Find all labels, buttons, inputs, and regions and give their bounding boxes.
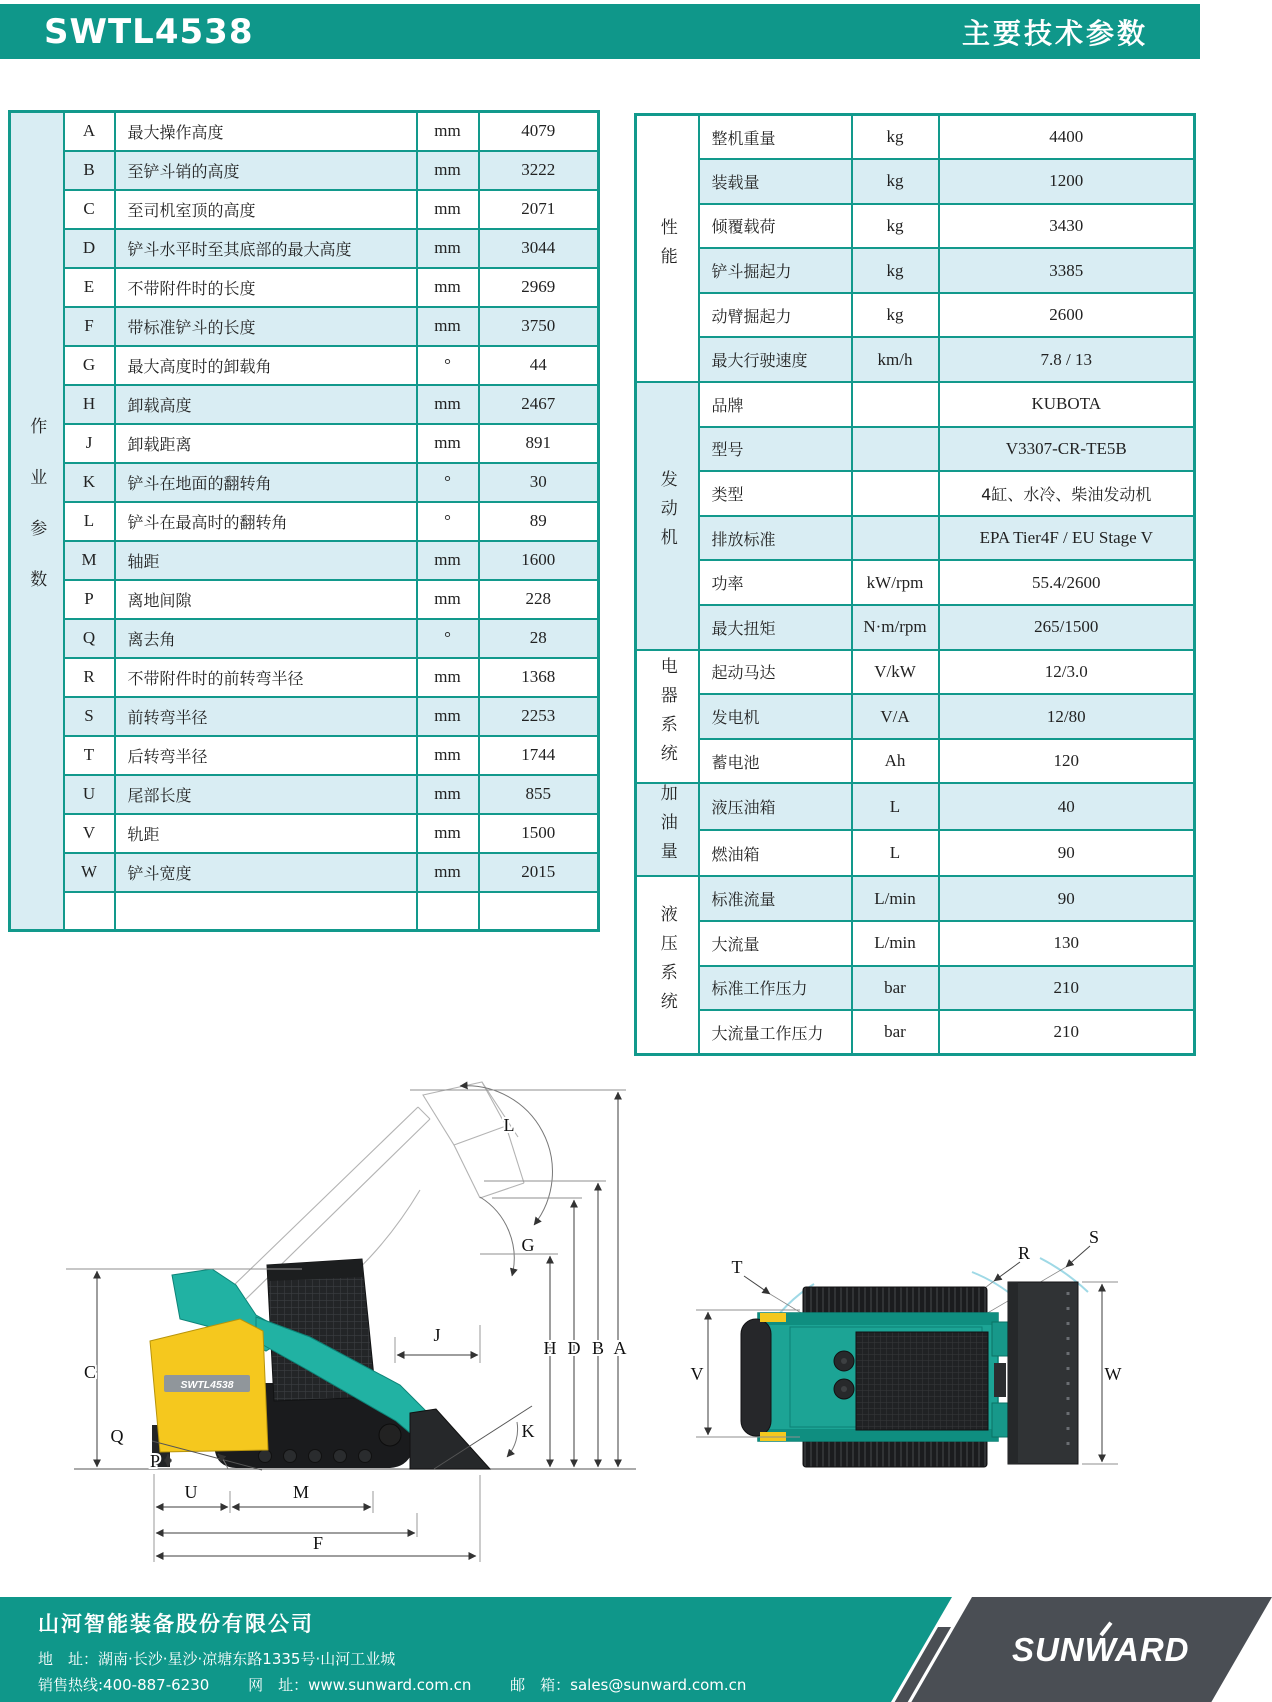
angle-arc-K	[507, 1422, 518, 1457]
spec-value: 3385	[939, 248, 1195, 293]
spec-unit: V/kW	[852, 650, 939, 695]
spec-name: 轨距	[115, 814, 417, 853]
spec-key: L	[64, 502, 115, 541]
section-label-electrical: 电器系统	[636, 650, 699, 784]
spec-name: 发电机	[699, 694, 852, 739]
spec-unit: V/A	[852, 694, 939, 739]
spec-unit: N·m/rpm	[852, 605, 939, 650]
spec-name: 铲斗在地面的翻转角	[115, 463, 417, 502]
spec-value: 2969	[479, 268, 599, 307]
coupler-plate-bottom	[992, 1403, 1008, 1437]
dim-label-s: S	[1088, 1227, 1100, 1247]
spec-value: 12/80	[939, 694, 1195, 739]
spec-value: 40	[939, 783, 1195, 830]
spec-name: 功率	[699, 560, 852, 605]
spec-unit: mm	[417, 112, 479, 151]
top-view-diagram	[640, 1120, 1122, 1470]
machine-side	[150, 1259, 490, 1469]
spec-unit: L	[852, 783, 939, 830]
chassis-rail-bottom	[758, 1429, 998, 1441]
dim-label-d: D	[567, 1338, 581, 1358]
dim-label-f: F	[312, 1533, 324, 1553]
side-view-diagram	[60, 985, 650, 1562]
spec-value: V3307-CR-TE5B	[939, 427, 1195, 472]
spec-unit: mm	[417, 151, 479, 190]
bucket-ground	[410, 1409, 490, 1469]
spec-unit: mm	[417, 307, 479, 346]
spec-unit: mm	[417, 580, 479, 619]
spec-unit: °	[417, 502, 479, 541]
cab-roof	[856, 1332, 988, 1430]
chassis-rail-top	[758, 1313, 998, 1325]
spec-unit: mm	[417, 385, 479, 424]
spec-name: 离地间隙	[115, 580, 417, 619]
brand-logo	[1012, 1597, 1190, 1702]
spec-unit: mm	[417, 424, 479, 463]
spec-name: 轴距	[115, 541, 417, 580]
spec-value: 210	[939, 966, 1195, 1011]
spec-unit: kg	[852, 293, 939, 338]
coupler-center	[994, 1363, 1006, 1397]
spec-unit: mm	[417, 697, 479, 736]
dim-label-r: R	[1017, 1243, 1031, 1263]
dim-label-p: P	[149, 1451, 161, 1471]
spec-name: 尾部长度	[115, 775, 417, 814]
spec-key: T	[64, 736, 115, 775]
section-label-operating: 作业参数	[10, 112, 64, 931]
spec-unit: mm	[417, 658, 479, 697]
spec-key: R	[64, 658, 115, 697]
spec-value: 4400	[939, 115, 1195, 160]
dim-label-u: U	[184, 1482, 198, 1502]
spec-key: D	[64, 229, 115, 268]
spec-value: 3222	[479, 151, 599, 190]
spec-unit	[417, 892, 479, 931]
spec-value: EPA Tier4F / EU Stage V	[939, 516, 1195, 561]
spec-name: 大流量工作压力	[699, 1010, 852, 1055]
spec-name: 后转弯半径	[115, 736, 417, 775]
spec-value: 7.8 / 13	[939, 337, 1195, 382]
spec-unit: mm	[417, 814, 479, 853]
spec-name: 不带附件时的前转弯半径	[115, 658, 417, 697]
spec-unit: mm	[417, 736, 479, 775]
spec-key: J	[64, 424, 115, 463]
dim-label-c: C	[83, 1362, 97, 1382]
angle-arc-G	[480, 1197, 514, 1276]
spec-key: M	[64, 541, 115, 580]
spec-value: 90	[939, 876, 1195, 921]
spec-name: 不带附件时的长度	[115, 268, 417, 307]
spec-name: 起动马达	[699, 650, 852, 695]
spec-unit	[852, 516, 939, 561]
spec-value: 210	[939, 1010, 1195, 1055]
company-website: 网 址：www.sunward.com.cn	[248, 1675, 472, 1694]
spec-name: 前转弯半径	[115, 697, 417, 736]
spec-value: 855	[479, 775, 599, 814]
dim-label-h: H	[543, 1338, 557, 1358]
yellow-corner-bottom	[760, 1432, 786, 1441]
spec-unit	[852, 427, 939, 472]
spec-name: 带标准铲斗的长度	[115, 307, 417, 346]
bucket-back-edge	[1008, 1282, 1018, 1464]
spec-value: 2071	[479, 190, 599, 229]
spec-value: 1744	[479, 736, 599, 775]
company-email: 邮 箱：sales@sunward.com.cn	[510, 1675, 747, 1694]
spec-name: 型号	[699, 427, 852, 472]
rear-bumper	[741, 1319, 771, 1436]
spec-unit: kg	[852, 159, 939, 204]
spec-key: B	[64, 151, 115, 190]
spec-unit: °	[417, 463, 479, 502]
section-label-engine: 发动机	[636, 382, 699, 650]
section-label-capacities: 加油量	[636, 783, 699, 876]
spec-key: U	[64, 775, 115, 814]
spec-value: 3044	[479, 229, 599, 268]
spec-key: F	[64, 307, 115, 346]
spec-name: 卸载距离	[115, 424, 417, 463]
spec-name: 类型	[699, 471, 852, 516]
spec-unit: mm	[417, 190, 479, 229]
coupler-plate-top	[992, 1322, 1008, 1356]
spec-value: 44	[479, 346, 599, 385]
spec-value: 90	[939, 830, 1195, 877]
spec-value: 891	[479, 424, 599, 463]
spec-name: 铲斗在最高时的翻转角	[115, 502, 417, 541]
spec-key: G	[64, 346, 115, 385]
spec-value: 120	[939, 739, 1195, 784]
spec-key: W	[64, 853, 115, 892]
spec-name: 铲斗水平时至其底部的最大高度	[115, 229, 417, 268]
fan-hub	[841, 1358, 847, 1364]
spec-value: 12/3.0	[939, 650, 1195, 695]
spec-unit: mm	[417, 775, 479, 814]
spec-name: 整机重量	[699, 115, 852, 160]
spec-name: 标准流量	[699, 876, 852, 921]
spec-value: 3750	[479, 307, 599, 346]
spec-unit: mm	[417, 229, 479, 268]
spec-key: E	[64, 268, 115, 307]
dim-label-m: M	[292, 1482, 310, 1502]
spec-name: 最大行驶速度	[699, 337, 852, 382]
page-title: 主要技术参数	[961, 16, 1148, 50]
spec-name: 标准工作压力	[699, 966, 852, 1011]
dim-label-g: G	[521, 1235, 535, 1255]
spec-name: 最大扭矩	[699, 605, 852, 650]
spec-unit: bar	[852, 1010, 939, 1055]
spec-unit: km/h	[852, 337, 939, 382]
dim-label-j: J	[433, 1325, 441, 1345]
spec-value: 130	[939, 921, 1195, 966]
spec-name: 装载量	[699, 159, 852, 204]
spec-name: 最大操作高度	[115, 112, 417, 151]
spec-name: 动臂掘起力	[699, 293, 852, 338]
spec-name: 铲斗宽度	[115, 853, 417, 892]
performance-engine-table	[634, 113, 1196, 1056]
yellow-corner-top	[760, 1313, 786, 1322]
spec-name: 最大高度时的卸载角	[115, 346, 417, 385]
dim-label-q: Q	[110, 1426, 124, 1446]
spec-key: P	[64, 580, 115, 619]
page-model-code: SWTL4538	[44, 11, 254, 52]
spec-unit: L	[852, 830, 939, 877]
fan-hub	[841, 1386, 847, 1392]
dim-label-b: B	[591, 1338, 605, 1358]
spec-unit: °	[417, 346, 479, 385]
spec-value: 228	[479, 580, 599, 619]
spec-key: V	[64, 814, 115, 853]
spec-key: K	[64, 463, 115, 502]
spec-value	[479, 892, 599, 931]
spec-value: 89	[479, 502, 599, 541]
spec-name: 至司机室顶的高度	[115, 190, 417, 229]
spec-value: 1600	[479, 541, 599, 580]
spec-unit: mm	[417, 853, 479, 892]
spec-key	[64, 892, 115, 931]
dim-label-l: L	[503, 1115, 515, 1135]
dim-label-w: W	[1104, 1364, 1122, 1384]
spec-unit: Ah	[852, 739, 939, 784]
spec-name: 品牌	[699, 382, 852, 427]
idler-wheel	[379, 1424, 401, 1446]
spec-unit: mm	[417, 541, 479, 580]
company-name: 山河智能装备股份有限公司	[38, 1612, 314, 1636]
spec-name: 卸载高度	[115, 385, 417, 424]
spec-unit	[852, 382, 939, 427]
spec-name	[115, 892, 417, 931]
spec-value: 1200	[939, 159, 1195, 204]
footer-contact-block	[38, 1608, 746, 1698]
spec-name: 排放标准	[699, 516, 852, 561]
spec-value: 2467	[479, 385, 599, 424]
spec-value: 2015	[479, 853, 599, 892]
spec-name: 燃油箱	[699, 830, 852, 877]
spec-unit: L/min	[852, 921, 939, 966]
spec-name: 液压油箱	[699, 783, 852, 830]
spec-value: 4079	[479, 112, 599, 151]
spec-name: 铲斗掘起力	[699, 248, 852, 293]
spec-value: 3430	[939, 204, 1195, 249]
spec-unit: kg	[852, 115, 939, 160]
brand-logo-text: SUNWARD	[1012, 1630, 1190, 1668]
angle-arc-L	[460, 1086, 552, 1225]
operating-parameters-table	[8, 110, 600, 932]
spec-name: 蓄电池	[699, 739, 852, 784]
dim-label-v: V	[690, 1364, 704, 1384]
spec-unit: kg	[852, 204, 939, 249]
spec-unit: L/min	[852, 876, 939, 921]
header-bar	[0, 4, 1200, 59]
spec-value: 4缸、水冷、柴油发动机	[939, 471, 1195, 516]
spec-unit	[852, 471, 939, 516]
spec-name: 离去角	[115, 619, 417, 658]
spec-name: 至铲斗销的高度	[115, 151, 417, 190]
dim-label-t: T	[731, 1257, 743, 1277]
dim-label-a: A	[613, 1338, 627, 1358]
spec-unit: kg	[852, 248, 939, 293]
spec-name: 倾覆载荷	[699, 204, 852, 249]
spec-value: 1368	[479, 658, 599, 697]
spec-value: KUBOTA	[939, 382, 1195, 427]
spec-unit: °	[417, 619, 479, 658]
spec-value: 265/1500	[939, 605, 1195, 650]
spec-unit: mm	[417, 268, 479, 307]
spec-key: H	[64, 385, 115, 424]
spec-name: 大流量	[699, 921, 852, 966]
sales-hotline: 销售热线:400-887-6230	[38, 1675, 210, 1694]
spec-value: 1500	[479, 814, 599, 853]
spec-key: Q	[64, 619, 115, 658]
spec-value: 28	[479, 619, 599, 658]
spec-key: C	[64, 190, 115, 229]
footer	[0, 1597, 1200, 1702]
spec-value: 30	[479, 463, 599, 502]
spec-key: S	[64, 697, 115, 736]
model-plate-label: SWTL4538	[180, 1379, 234, 1391]
spec-key: A	[64, 112, 115, 151]
spec-value: 2600	[939, 293, 1195, 338]
spec-unit: bar	[852, 966, 939, 1011]
spec-unit: kW/rpm	[852, 560, 939, 605]
section-label-hydraulic: 液压系统	[636, 876, 699, 1054]
dim-label-k: K	[521, 1421, 535, 1441]
company-address: 地 址：湖南·长沙·星沙·凉塘东路1335号·山河工业城	[38, 1650, 396, 1668]
spec-value: 55.4/2600	[939, 560, 1195, 605]
spec-value: 2253	[479, 697, 599, 736]
section-label-performance: 性能	[636, 115, 699, 383]
